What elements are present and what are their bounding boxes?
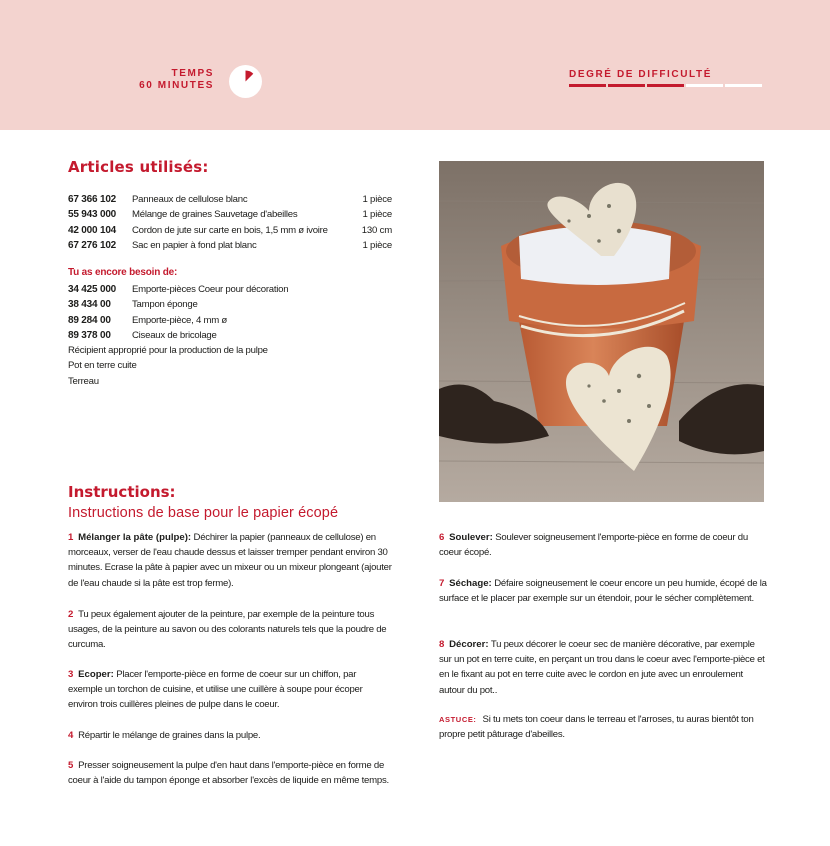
need-row [68,313,398,328]
step-text: Tu peux également ajouter de la peinture, par exemple de la peinture tous usages, de la peinture au savon ou des colorants naturels tels que la poudre de curcuma. [68,609,387,651]
articles-heading: Articles utilisés: [68,158,209,176]
step-5 [68,758,393,788]
step-text: Défaire soigneusement le coeur encore un peu humide, écopé de la surface et le placer par exemple sur un étendoir, pour le sécher complètement. [439,578,767,605]
difficulty-bar-filled [569,84,606,87]
step-text: Presser soigneusement la pulpe d'en haut dans l'emporte-pièce en forme de coeur à l'aide du tampon éponge et absorber l'excès de liquide en même temps. [68,760,389,787]
article-row [68,192,392,207]
step-number: 2 [68,609,74,620]
tip-label: ASTUCE: [439,715,477,724]
step-number: 6 [439,532,445,543]
need-desc: Emporte-pièces Coeur pour décoration [132,284,289,296]
step-4 [68,728,393,743]
time-label: TEMPS [171,68,214,79]
step-number: 3 [68,669,74,680]
need-extra: Récipient approprié pour la production de la pulpe [68,345,268,357]
instructions-subtitle: Instructions de base pour le papier écopé [68,505,339,521]
article-desc: Cordon de jute sur carte en bois, 1,5 mm ø ivoire [132,224,328,236]
step-3 [68,667,393,713]
need-desc: Tampon éponge [132,299,198,311]
step-text: Soulever soigneusement l'emporte-pièce en forme de coeur du coeur écopé. [439,532,748,559]
step-title: Décorer: [449,639,489,650]
article-desc: Mélange de graines Sauvetage d'abeilles [132,209,298,221]
article-code: 42 000 104 [68,224,117,236]
article-code: 55 943 000 [68,209,117,221]
step-title: Mélanger la pâte (pulpe): [78,532,192,543]
article-row [68,223,392,238]
step-text: Placer l'emporte-pièce en forme de coeur sur un chiffon, par exemple un torchon de cuisine, et utilise une cuillère à soupe pour écoper environ trois cuillères pleines de pulpe dans le coeur. [68,669,363,711]
article-code: 67 276 102 [68,240,117,252]
article-row [68,238,392,253]
need-row [68,328,398,343]
step-2 [68,607,393,653]
need-desc: Emporte-pièce, 4 mm ø [132,314,227,326]
need-code: 34 425 000 [68,284,117,296]
tip [439,712,769,742]
tip-text: Si tu mets ton coeur dans le terreau et l'arroses, tu auras bientôt ton propre petit pâturage d'abeilles. [439,714,754,741]
need-row [68,282,398,297]
needs-heading: Tu as encore besoin de: [68,267,178,278]
step-number: 1 [68,532,74,543]
difficulty-meter [569,84,762,87]
article-code: 67 366 102 [68,194,117,206]
step-text: Tu peux décorer le coeur sec de manière décorative, par exemple sur un pot en terre cuite, en perçant un trou dans le coeur avec l'emporte-pièce et en le fixant au pot en terre cuite avec le cordon en jute avec un enroulement autour du pot.. [439,639,765,696]
article-qty: 1 pièce [362,194,392,206]
article-qty: 130 cm [361,224,392,236]
step-number: 8 [439,639,445,650]
step-title: Séchage: [449,578,492,589]
step-text: Déchirer la papier (panneaux de cellulose) en morceaux, verser de l'eau chaude dessus et laisser tremper pendant environ 30 minutes. Ecrase la pâte à papier avec un mixeur ou un mixeur plongeant (ajouter de l'eau chaude si la pâte est trop ferme). [68,532,392,589]
article-desc: Panneaux de cellulose blanc [132,194,248,206]
step-text: Répartir le mélange de graines dans la pulpe. [78,730,261,741]
product-photo [439,161,764,502]
step-number: 4 [68,730,74,741]
need-desc: Ciseaux de bricolage [132,330,217,342]
step-7 [439,576,769,606]
needs-list [68,282,398,389]
instructions-heading: Instructions: [68,483,176,501]
need-code: 89 378 00 [68,330,111,342]
article-desc: Sac en papier à fond plat blanc [132,240,257,252]
step-number: 5 [68,760,74,771]
page-header [0,0,830,130]
step-1 [68,530,393,591]
difficulty-bar-empty [725,84,762,87]
difficulty-bar-filled [647,84,684,87]
clock-slice [246,71,254,82]
difficulty-label: DEGRÉ DE DIFFICULTÉ [569,69,712,80]
articles-list [68,192,392,253]
difficulty-bar-empty [686,84,723,87]
clock-pie-icon [229,65,262,98]
step-number: 7 [439,578,445,589]
time-block [110,68,214,92]
article-row [68,207,392,222]
difficulty-bar-filled [608,84,645,87]
step-8 [439,637,769,698]
article-qty: 1 pièce [362,209,392,221]
need-row [68,297,398,312]
step-6 [439,530,769,560]
step-title: Soulever: [449,532,493,543]
need-extra: Pot en terre cuite [68,360,137,372]
need-extra: Terreau [68,375,99,387]
need-code: 89 284 00 [68,314,111,326]
step-title: Ecoper: [78,669,114,680]
need-code: 38 434 00 [68,299,111,311]
article-qty: 1 pièce [362,240,392,252]
time-value: 60 MINUTES [139,80,214,91]
